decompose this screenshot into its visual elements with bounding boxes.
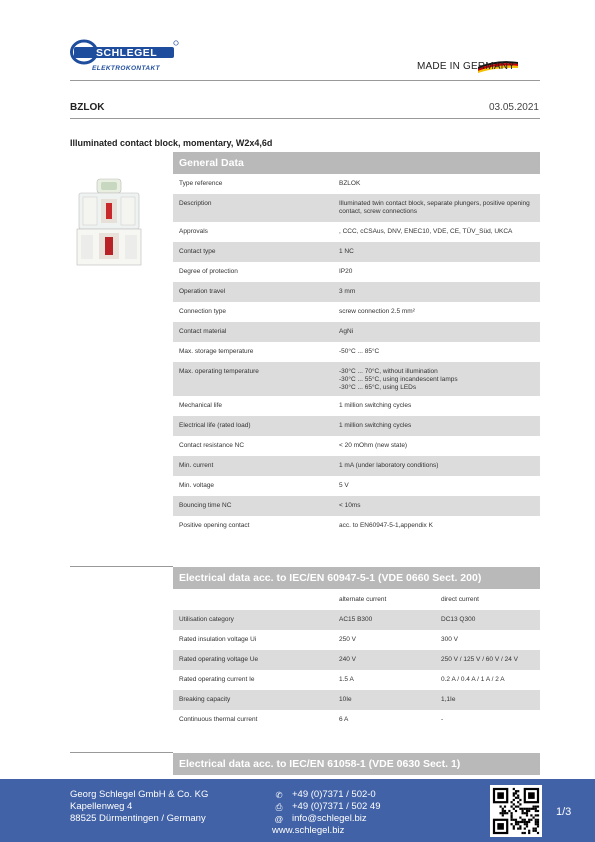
section-divider (70, 752, 173, 753)
general-row (173, 342, 540, 362)
schlegel-logo (70, 38, 180, 74)
fax-icon: ⎙ (275, 802, 283, 812)
electrical-data-iec61058-header: Electrical data acc. to IEC/EN 61058-1 (VDE 0630 Sect. 1) (173, 753, 540, 775)
section-divider (70, 566, 173, 567)
general-row (173, 496, 540, 516)
row-dc-value: 300 V (441, 636, 458, 643)
row-value: 1 million switching cycles (339, 402, 412, 409)
row-label: Description (179, 200, 212, 207)
email-icon: @ (274, 814, 284, 824)
row-ac-value: 10Ie (339, 696, 352, 703)
general-row (173, 322, 540, 342)
qr-code (490, 785, 542, 837)
row-value: < 20 mOhm (new state) (339, 442, 408, 449)
row-label: Contact resistance NC (179, 442, 245, 449)
general-row (173, 262, 540, 282)
company-name: Georg Schlegel GmbH & Co. KG (70, 789, 209, 800)
page-number: 1/3 (556, 806, 572, 818)
row-value: 5 V (339, 482, 349, 489)
general-row (173, 516, 540, 536)
phone-icon: ✆ (275, 790, 283, 800)
row-label: Connection type (179, 308, 226, 315)
row-label: Degree of protection (179, 268, 238, 275)
title-divider (70, 118, 540, 119)
general-row (173, 436, 540, 456)
row-label: Type reference (179, 180, 223, 187)
row-label: Rated operating voltage Ue (179, 656, 259, 663)
row-label: Operation travel (179, 288, 226, 295)
general-row (173, 476, 540, 496)
row-label: Continuous thermal current (179, 716, 258, 723)
website-link[interactable]: www.schlegel.biz (272, 825, 345, 836)
electrical-data-iec60947-header: Electrical data acc. to IEC/EN 60947-5-1 (VDE 0660 Sect. 200) (173, 567, 540, 589)
general-row (173, 282, 540, 302)
row-value: < 10ms (339, 502, 361, 509)
svg-text:ELEKTROKONTAKT: ELEKTROKONTAKT (92, 65, 160, 72)
row-label: Breaking capacity (179, 696, 231, 703)
company-street: Kapellenweg 4 (70, 801, 133, 812)
row-value: acc. to EN60947-5-1,appendix K (339, 522, 433, 529)
company-city: 88525 Dürmentingen / Germany (70, 813, 206, 824)
row-value: -30°C ... 70°C, without illumination -30°C ... 55°C, using incandescent lamps -30°C ... 65°C, using LEDs (339, 368, 458, 391)
general-row (173, 194, 540, 222)
general-row (173, 362, 540, 396)
row-label: Positive opening contact (179, 522, 250, 529)
row-label: Mechanical life (179, 402, 222, 409)
doc-id: BZLOK (70, 102, 105, 113)
electrical-row (173, 610, 540, 630)
col-alternate-current: alternate current (339, 596, 387, 603)
company-address (70, 789, 208, 825)
row-label: Utilisation category (179, 616, 234, 623)
product-image (73, 177, 145, 269)
company-contact (272, 789, 380, 837)
row-value: AgNi (339, 328, 354, 335)
row-value: Illuminated twin contact block, separate plungers, positive opening contact, screw connections (339, 200, 530, 215)
row-dc-value: DC13 Q300 (441, 616, 476, 623)
row-label: Electrical life (rated load) (179, 422, 251, 429)
electrical-row (173, 710, 540, 730)
general-row (173, 456, 540, 476)
row-value: , CCC, cCSAus, DNV, ENEC10, VDE, CE, TÜV_Süd, UKCA (339, 228, 513, 235)
row-label: Max. operating temperature (179, 368, 259, 375)
row-value: 3 mm (339, 288, 356, 295)
row-label: Approvals (179, 228, 208, 235)
electrical-row (173, 690, 540, 710)
row-ac-value: 240 V (339, 656, 356, 663)
row-dc-value: 0.2 A / 0.4 A / 1 A / 2 A (441, 676, 505, 683)
electrical-row (173, 650, 540, 670)
general-row (173, 302, 540, 322)
row-value: IP20 (339, 268, 353, 275)
row-value: 1 NC (339, 248, 354, 255)
electrical-column-headers (173, 596, 540, 604)
general-row (173, 222, 540, 242)
general-row (173, 396, 540, 416)
row-dc-value: 250 V / 125 V / 60 V / 24 V (441, 656, 518, 663)
col-direct-current: direct current (441, 596, 479, 603)
row-label: Contact type (179, 248, 216, 255)
row-label: Contact material (179, 328, 227, 335)
row-ac-value: 1.5 A (339, 676, 354, 683)
general-row (173, 174, 540, 194)
row-dc-value: 1,1Ie (441, 696, 456, 703)
electrical-row (173, 670, 540, 690)
general-row (173, 416, 540, 436)
row-ac-value: 6 A (339, 716, 349, 723)
row-label: Min. voltage (179, 482, 215, 489)
general-row (173, 242, 540, 262)
row-value: 1 mA (under laboratory conditions) (339, 462, 439, 469)
row-ac-value: AC15 B300 (339, 616, 373, 623)
fax-number: +49 (0)7371 / 502 49 (292, 801, 381, 812)
product-title: Illuminated contact block, momentary, W2x4,6d (70, 138, 273, 148)
footer (0, 779, 595, 842)
row-dc-value: - (441, 716, 444, 723)
header-divider (70, 80, 540, 81)
row-value: 1 million switching cycles (339, 422, 412, 429)
row-label: Rated operating current Ie (179, 676, 255, 683)
row-label: Min. current (179, 462, 214, 469)
row-ac-value: 250 V (339, 636, 356, 643)
general-data-header: General Data (173, 152, 540, 174)
row-label: Max. storage temperature (179, 348, 254, 355)
row-value: BZLOK (339, 180, 361, 187)
row-value: -50°C ... 85°C (339, 348, 380, 355)
row-label: Rated insulation voltage Ui (179, 636, 257, 643)
phone-number[interactable]: +49 (0)7371 / 502-0 (292, 789, 376, 800)
row-label: Bouncing time NC (179, 502, 232, 509)
doc-date: 03.05.2021 (488, 102, 539, 113)
email-link[interactable]: info@schlegel.biz (292, 813, 367, 824)
made-in-germany: MADE IN GERMANY (417, 61, 516, 72)
electrical-row (173, 630, 540, 650)
row-value: screw connection 2.5 mm² (339, 308, 415, 315)
svg-text:SCHLEGEL: SCHLEGEL (96, 47, 158, 59)
